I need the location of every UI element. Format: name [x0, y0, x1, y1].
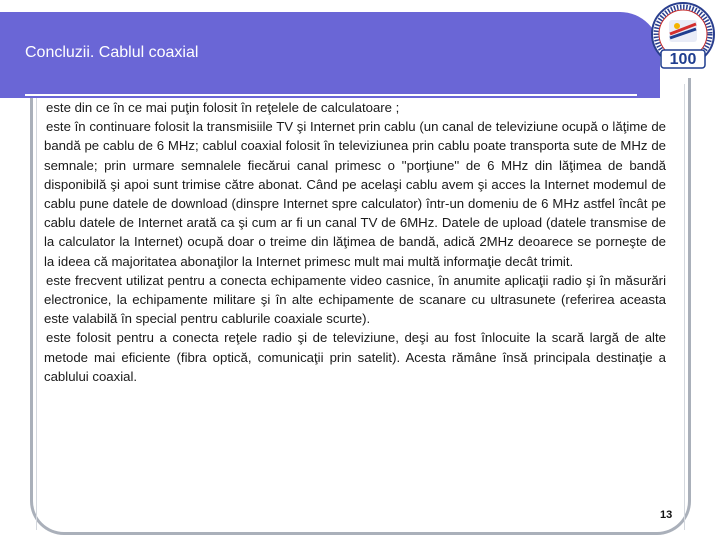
page-number: 13: [660, 509, 673, 521]
title-underline: [25, 94, 637, 96]
institution-logo: [648, 0, 718, 76]
paragraph-1: este din ce în ce mai puţin folosit în reţelele de calculatoare ;: [46, 100, 400, 115]
paragraph-2: este în continuare folosit la transmisiile TV şi Internet prin cablu (un canal de televiziune ocupă o lăţime de bandă pe cablu de 6 MHz; cablul coaxial folosit în televiziunea prin cablu poate transporta sute de MHz de semnale; prin urmare semnalele fiecărui canal primesc o ''porţiune'' de 6 MHz din lăţimea de bandă disponibilă şi apoi sunt trimise către abonat. Când pe acelaşi cablu avem şi acces la Internet modemul de cablu pune datele de download (dinspre Internet spre calculator) într-un domeniu de 6 MHz astfel încât pe cablu datele de Internet arată ca şi cum ar fi un canal TV de 6MHz. Datele de upload (datele transmise de la calculator la Internet) ocupă doar o treime din lăţimea de bandă, adică 2MHz deoarece se porneşte de la ideea că majoritatea abonaţilor la Internet primesc mult mai multă informaţie decât trimit.: [44, 119, 666, 269]
paragraph-3: este frecvent utilizat pentru a conecta echipamente video casnice, în anumite aplicaţii radio şi în măsurări electronice, la echipamente militare şi în alte echipamente de scanare cu ultrasunete (referirea aceasta este valabilă în special pentru cablurile coaxiale scurte).: [44, 272, 666, 327]
logo-badge-text: 100: [669, 51, 697, 68]
slide-title: Concluzii. Cablul coaxial: [25, 44, 199, 61]
slide-body: [44, 98, 666, 386]
paragraph-4: este folosit pentru a conecta reţele radio şi de televiziune, deşi au fost înlocuite la scară largă de alte metode mai eficiente (fibra optică, comunicaţii prin satelit). Acesta rămâne însă principala destinaţie a cablului coaxial.: [44, 330, 666, 384]
